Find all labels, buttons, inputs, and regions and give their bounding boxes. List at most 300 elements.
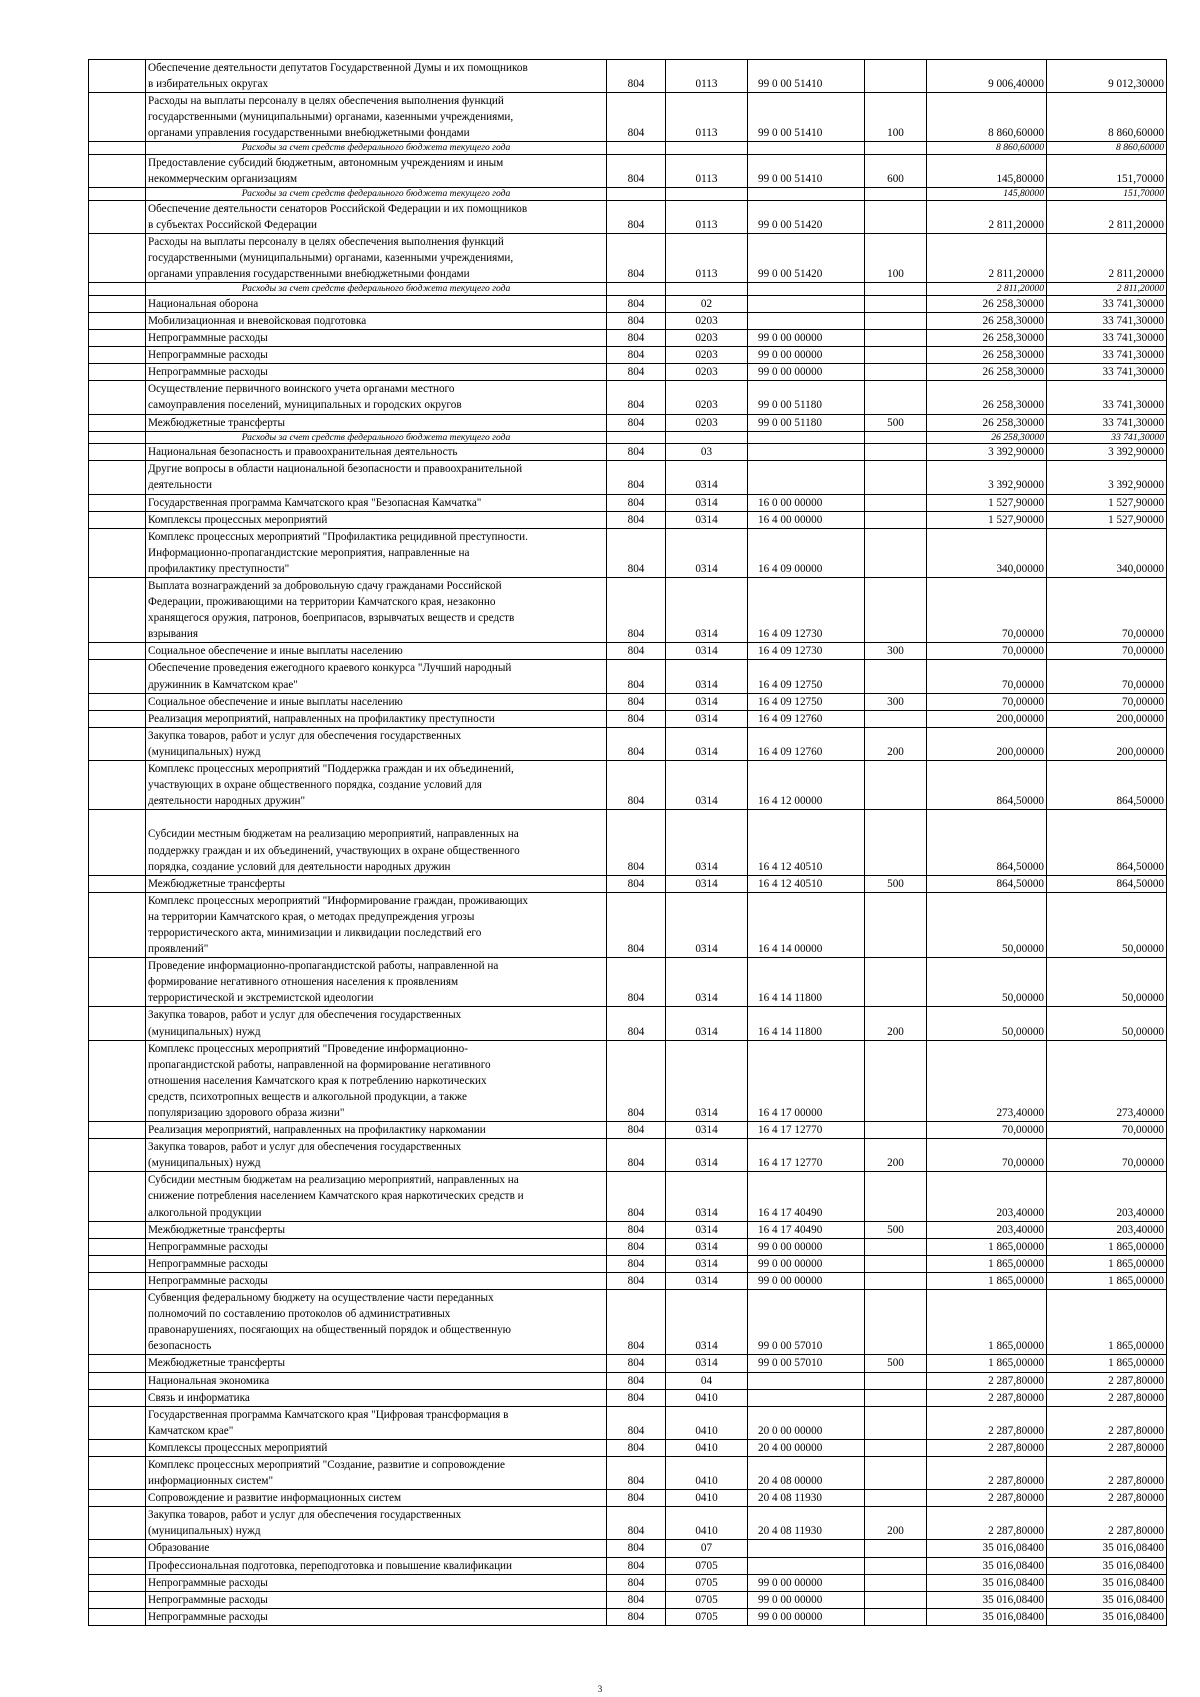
section-code-cell <box>666 142 748 155</box>
year1-amount-cell: 70,00000 <box>927 643 1047 660</box>
target-article-cell: 99 0 00 00000 <box>748 364 865 381</box>
expense-type-cell: 500 <box>865 414 927 431</box>
blank-cell <box>89 1406 146 1439</box>
year1-amount-cell: 2 287,80000 <box>927 1406 1047 1439</box>
expense-type-cell <box>865 578 927 643</box>
year2-amount-cell: 33 741,30000 <box>1047 414 1167 431</box>
year1-amount-cell: 3 392,90000 <box>927 461 1047 494</box>
table-row <box>89 414 1167 431</box>
year2-amount-cell: 33 741,30000 <box>1047 313 1167 330</box>
department-code-cell: 804 <box>607 1272 666 1289</box>
year2-amount-cell: 70,00000 <box>1047 643 1167 660</box>
blank-cell <box>89 1557 146 1574</box>
table-row <box>89 1490 1167 1507</box>
year2-amount-cell: 70,00000 <box>1047 660 1167 693</box>
row-name-cell: Закупка товаров, работ и услуг для обеспечения государственных (муниципальных) нужд <box>146 1507 607 1540</box>
year1-amount-cell: 26 258,30000 <box>927 381 1047 414</box>
department-code-cell: 804 <box>607 313 666 330</box>
blank-cell <box>89 1272 146 1289</box>
table-row <box>89 1238 1167 1255</box>
section-code-cell: 0314 <box>666 494 748 511</box>
expense-type-cell <box>865 1272 927 1289</box>
section-code-cell: 0314 <box>666 1122 748 1139</box>
expense-type-cell <box>865 1290 927 1355</box>
year1-amount-cell: 26 258,30000 <box>927 347 1047 364</box>
department-code-cell: 804 <box>607 810 666 875</box>
section-code-cell: 0113 <box>666 93 748 142</box>
expense-type-cell <box>865 461 927 494</box>
year1-amount-cell: 70,00000 <box>927 578 1047 643</box>
blank-cell <box>89 364 146 381</box>
blank-cell <box>89 1490 146 1507</box>
blank-cell <box>89 414 146 431</box>
section-code-cell: 0705 <box>666 1557 748 1574</box>
blank-cell <box>89 93 146 142</box>
year2-amount-cell: 2 287,80000 <box>1047 1389 1167 1406</box>
year1-amount-cell: 864,50000 <box>927 875 1047 892</box>
year1-amount-cell: 26 258,30000 <box>927 295 1047 312</box>
expense-type-cell: 100 <box>865 234 927 283</box>
section-code-cell: 0410 <box>666 1406 748 1439</box>
target-article-cell: 16 4 09 12730 <box>748 578 865 643</box>
section-code-cell: 0314 <box>666 710 748 727</box>
row-name-cell: Национальная экономика <box>146 1372 607 1389</box>
target-article-cell <box>748 1389 865 1406</box>
row-name-cell: Непрограммные расходы <box>146 1255 607 1272</box>
row-name-cell: Государственная программа Камчатского края "Цифровая трансформация в Камчатском крае" <box>146 1406 607 1439</box>
section-code-cell <box>666 431 748 444</box>
department-code-cell: 804 <box>607 295 666 312</box>
row-name-cell: Комплекс процессных мероприятий "Профилактика рецидивной преступности. Информационно-пропагандистские мероприятия, направленные на профилактику преступности" <box>146 528 607 577</box>
blank-cell <box>89 200 146 233</box>
section-code-cell: 0410 <box>666 1456 748 1489</box>
year1-amount-cell: 1 865,00000 <box>927 1272 1047 1289</box>
year2-amount-cell: 203,40000 <box>1047 1221 1167 1238</box>
section-code-cell: 0314 <box>666 660 748 693</box>
year1-amount-cell: 50,00000 <box>927 1007 1047 1040</box>
row-name-cell: Реализация мероприятий, направленных на профилактику преступности <box>146 710 607 727</box>
year1-amount-cell: 50,00000 <box>927 958 1047 1007</box>
section-code-cell: 0113 <box>666 234 748 283</box>
section-code-cell: 0314 <box>666 1139 748 1172</box>
target-article-cell: 99 0 00 51410 <box>748 60 865 93</box>
federal-budget-row <box>89 188 1167 201</box>
department-code-cell: 804 <box>607 1591 666 1608</box>
federal-budget-row <box>89 283 1167 296</box>
row-name-cell: Социальное обеспечение и иные выплаты населению <box>146 693 607 710</box>
table-row <box>89 875 1167 892</box>
target-article-cell: 20 0 00 00000 <box>748 1406 865 1439</box>
department-code-cell: 804 <box>607 381 666 414</box>
table-row <box>89 1355 1167 1372</box>
section-code-cell: 0314 <box>666 693 748 710</box>
expense-type-cell <box>865 1557 927 1574</box>
expense-type-cell: 500 <box>865 1355 927 1372</box>
expense-type-cell: 300 <box>865 643 927 660</box>
department-code-cell: 804 <box>607 1290 666 1355</box>
section-code-cell: 02 <box>666 295 748 312</box>
target-article-cell <box>748 1372 865 1389</box>
table-row <box>89 1439 1167 1456</box>
table-row <box>89 313 1167 330</box>
department-code-cell: 804 <box>607 1574 666 1591</box>
department-code-cell: 804 <box>607 1172 666 1221</box>
expense-type-cell <box>865 1040 927 1121</box>
target-article-cell: 99 0 00 00000 <box>748 347 865 364</box>
department-code-cell: 804 <box>607 93 666 142</box>
year2-amount-cell: 2 287,80000 <box>1047 1507 1167 1540</box>
department-code-cell: 804 <box>607 892 666 957</box>
section-code-cell: 0314 <box>666 958 748 1007</box>
target-article-cell: 16 4 09 12760 <box>748 727 865 760</box>
year2-amount-cell: 1 865,00000 <box>1047 1355 1167 1372</box>
target-article-cell: 99 0 00 00000 <box>748 1238 865 1255</box>
section-code-cell: 0410 <box>666 1490 748 1507</box>
department-code-cell <box>607 431 666 444</box>
section-code-cell: 0113 <box>666 200 748 233</box>
department-code-cell: 804 <box>607 761 666 810</box>
table-row <box>89 381 1167 414</box>
department-code-cell: 804 <box>607 1007 666 1040</box>
target-article-cell <box>748 295 865 312</box>
table-row <box>89 330 1167 347</box>
year1-amount-cell: 50,00000 <box>927 892 1047 957</box>
section-code-cell: 0203 <box>666 347 748 364</box>
section-code-cell: 0203 <box>666 313 748 330</box>
blank-cell <box>89 494 146 511</box>
year2-amount-cell: 864,50000 <box>1047 761 1167 810</box>
expense-type-cell <box>865 313 927 330</box>
expense-type-cell <box>865 431 927 444</box>
expense-type-cell <box>865 1574 927 1591</box>
target-article-cell: 16 4 17 12770 <box>748 1139 865 1172</box>
department-code-cell: 804 <box>607 1406 666 1439</box>
expense-type-cell <box>865 1406 927 1439</box>
section-code-cell: 0314 <box>666 727 748 760</box>
expense-type-cell <box>865 761 927 810</box>
section-code-cell: 0203 <box>666 364 748 381</box>
expense-type-cell <box>865 295 927 312</box>
row-name-cell: Предоставление субсидий бюджетным, автономным учреждениям и иным некоммерческим организациям <box>146 155 607 188</box>
target-article-cell: 99 0 00 51410 <box>748 155 865 188</box>
table-row <box>89 1608 1167 1625</box>
table-row <box>89 1172 1167 1221</box>
table-row <box>89 60 1167 93</box>
department-code-cell: 804 <box>607 1608 666 1625</box>
row-name-cell: Сопровождение и развитие информационных систем <box>146 1490 607 1507</box>
row-name-cell: Субвенция федеральному бюджету на осуществление части переданных полномочий по составлению протоколов об административных правонарушениях, посягающих на общественный порядок и общественную безопасность <box>146 1290 607 1355</box>
target-article-cell: 99 0 00 00000 <box>748 1574 865 1591</box>
target-article-cell: 99 0 00 51180 <box>748 381 865 414</box>
year1-amount-cell: 8 860,60000 <box>927 142 1047 155</box>
blank-cell <box>89 1507 146 1540</box>
department-code-cell: 804 <box>607 643 666 660</box>
year2-amount-cell: 1 527,90000 <box>1047 511 1167 528</box>
year2-amount-cell: 9 012,30000 <box>1047 60 1167 93</box>
expense-type-cell <box>865 1591 927 1608</box>
row-name-cell: Осуществление первичного воинского учета органами местного самоуправления поселений, муниципальных и городских округов <box>146 381 607 414</box>
department-code-cell: 804 <box>607 1238 666 1255</box>
year1-amount-cell: 35 016,08400 <box>927 1574 1047 1591</box>
year1-amount-cell: 35 016,08400 <box>927 1557 1047 1574</box>
table-row <box>89 660 1167 693</box>
section-code-cell <box>666 283 748 296</box>
year2-amount-cell: 151,70000 <box>1047 155 1167 188</box>
year2-amount-cell: 2 287,80000 <box>1047 1372 1167 1389</box>
expense-type-cell <box>865 810 927 875</box>
expense-type-cell <box>865 1372 927 1389</box>
table-row <box>89 1456 1167 1489</box>
section-code-cell: 0410 <box>666 1439 748 1456</box>
row-name-cell: Комплекс процессных мероприятий "Создание, развитие и сопровождение информационных систем" <box>146 1456 607 1489</box>
table-row <box>89 1574 1167 1591</box>
expense-type-cell <box>865 494 927 511</box>
year2-amount-cell: 70,00000 <box>1047 693 1167 710</box>
blank-cell <box>89 1608 146 1625</box>
row-name-cell: Образование <box>146 1540 607 1557</box>
table-row <box>89 1591 1167 1608</box>
department-code-cell: 804 <box>607 444 666 461</box>
year2-amount-cell: 70,00000 <box>1047 1139 1167 1172</box>
blank-cell <box>89 188 146 201</box>
year2-amount-cell: 273,40000 <box>1047 1040 1167 1121</box>
table-row <box>89 1540 1167 1557</box>
blank-cell <box>89 461 146 494</box>
blank-cell <box>89 528 146 577</box>
blank-cell <box>89 1172 146 1221</box>
target-article-cell: 99 0 00 57010 <box>748 1355 865 1372</box>
row-name-cell: Обеспечение проведения ежегодного краевого конкурса "Лучший народный дружинник в Камчатском крае" <box>146 660 607 693</box>
section-code-cell <box>666 188 748 201</box>
target-article-cell: 16 4 17 12770 <box>748 1122 865 1139</box>
row-name-cell: Комплекс процессных мероприятий "Проведение информационно- пропагандистской работы, направленной на формирование негативного отношения населения Камчатского края к потреблению наркотических средств, психотропных веществ и алкогольной продукции, а также популяризацию здорового образа жизни" <box>146 1040 607 1121</box>
year1-amount-cell: 1 527,90000 <box>927 494 1047 511</box>
year1-amount-cell: 26 258,30000 <box>927 431 1047 444</box>
year2-amount-cell: 864,50000 <box>1047 810 1167 875</box>
year2-amount-cell: 70,00000 <box>1047 1122 1167 1139</box>
section-code-cell: 0314 <box>666 1255 748 1272</box>
year2-amount-cell: 35 016,08400 <box>1047 1557 1167 1574</box>
row-name-cell: Непрограммные расходы <box>146 330 607 347</box>
row-name-cell: Национальная безопасность и правоохранительная деятельность <box>146 444 607 461</box>
year1-amount-cell: 2 287,80000 <box>927 1389 1047 1406</box>
row-name-cell: Расходы за счет средств федерального бюджета текущего года <box>146 431 607 444</box>
year2-amount-cell: 2 287,80000 <box>1047 1490 1167 1507</box>
expense-type-cell <box>865 381 927 414</box>
year2-amount-cell: 2 287,80000 <box>1047 1439 1167 1456</box>
blank-cell <box>89 1389 146 1406</box>
year2-amount-cell: 35 016,08400 <box>1047 1608 1167 1625</box>
table-row <box>89 511 1167 528</box>
department-code-cell: 804 <box>607 528 666 577</box>
year1-amount-cell: 1 865,00000 <box>927 1238 1047 1255</box>
row-name-cell: Непрограммные расходы <box>146 364 607 381</box>
blank-cell <box>89 155 146 188</box>
expense-type-cell <box>865 364 927 381</box>
blank-cell <box>89 1139 146 1172</box>
year2-amount-cell: 50,00000 <box>1047 892 1167 957</box>
year1-amount-cell: 3 392,90000 <box>927 444 1047 461</box>
target-article-cell: 16 0 00 00000 <box>748 494 865 511</box>
department-code-cell: 804 <box>607 1372 666 1389</box>
target-article-cell: 16 4 12 40510 <box>748 875 865 892</box>
year2-amount-cell: 864,50000 <box>1047 875 1167 892</box>
year1-amount-cell: 145,80000 <box>927 188 1047 201</box>
year1-amount-cell: 145,80000 <box>927 155 1047 188</box>
row-name-cell: Выплата вознаграждений за добровольную сдачу гражданами Российской Федерации, проживающими на территории Камчатского края, незаконно хранящегося оружия, патронов, боеприпасов, взрывчатых веществ и средств взрывания <box>146 578 607 643</box>
department-code-cell: 804 <box>607 60 666 93</box>
year1-amount-cell: 70,00000 <box>927 1139 1047 1172</box>
year1-amount-cell: 35 016,08400 <box>927 1608 1047 1625</box>
table-row <box>89 1007 1167 1040</box>
blank-cell <box>89 1007 146 1040</box>
table-row <box>89 200 1167 233</box>
department-code-cell: 804 <box>607 693 666 710</box>
year2-amount-cell: 33 741,30000 <box>1047 295 1167 312</box>
section-code-cell: 0314 <box>666 643 748 660</box>
page-number: 3 <box>597 1684 603 1694</box>
department-code-cell: 804 <box>607 364 666 381</box>
table-row <box>89 1290 1167 1355</box>
section-code-cell: 0314 <box>666 810 748 875</box>
table-row <box>89 1372 1167 1389</box>
blank-cell <box>89 578 146 643</box>
table-row <box>89 295 1167 312</box>
target-article-cell <box>748 1557 865 1574</box>
expense-type-cell <box>865 1540 927 1557</box>
blank-cell <box>89 313 146 330</box>
row-name-cell: Проведение информационно-пропагандистской работы, направленной на формирование негативного отношения населения к проявлениям террористической и экстремистской идеологии <box>146 958 607 1007</box>
blank-cell <box>89 511 146 528</box>
year2-amount-cell: 33 741,30000 <box>1047 364 1167 381</box>
year2-amount-cell: 50,00000 <box>1047 1007 1167 1040</box>
expense-type-cell <box>865 1389 927 1406</box>
target-article-cell: 20 4 00 00000 <box>748 1439 865 1456</box>
blank-cell <box>89 810 146 875</box>
year2-amount-cell: 2 287,80000 <box>1047 1456 1167 1489</box>
target-article-cell: 16 4 12 00000 <box>748 761 865 810</box>
expense-type-cell <box>865 1172 927 1221</box>
table-row <box>89 1221 1167 1238</box>
blank-cell <box>89 693 146 710</box>
department-code-cell: 804 <box>607 1139 666 1172</box>
blank-cell <box>89 1540 146 1557</box>
expense-type-cell <box>865 142 927 155</box>
row-name-cell: Закупка товаров, работ и услуг для обеспечения государственных (муниципальных) нужд <box>146 727 607 760</box>
year1-amount-cell: 864,50000 <box>927 761 1047 810</box>
expense-type-cell <box>865 528 927 577</box>
row-name-cell: Расходы за счет средств федерального бюджета текущего года <box>146 283 607 296</box>
target-article-cell <box>748 188 865 201</box>
year2-amount-cell: 2 811,20000 <box>1047 283 1167 296</box>
expense-type-cell <box>865 1490 927 1507</box>
target-article-cell <box>748 313 865 330</box>
table-row <box>89 1557 1167 1574</box>
table-row <box>89 1272 1167 1289</box>
department-code-cell: 804 <box>607 1255 666 1272</box>
year1-amount-cell: 203,40000 <box>927 1172 1047 1221</box>
table-row <box>89 1139 1167 1172</box>
year2-amount-cell: 1 865,00000 <box>1047 1272 1167 1289</box>
target-article-cell: 99 0 00 51410 <box>748 93 865 142</box>
department-code-cell: 804 <box>607 330 666 347</box>
row-name-cell: Межбюджетные трансферты <box>146 414 607 431</box>
row-name-cell: Связь и информатика <box>146 1389 607 1406</box>
year2-amount-cell: 3 392,90000 <box>1047 444 1167 461</box>
budget-table <box>88 59 1167 1626</box>
blank-cell <box>89 761 146 810</box>
target-article-cell <box>748 461 865 494</box>
expense-type-cell: 600 <box>865 155 927 188</box>
department-code-cell: 804 <box>607 200 666 233</box>
expense-type-cell <box>865 347 927 364</box>
row-name-cell: Государственная программа Камчатского края "Безопасная Камчатка" <box>146 494 607 511</box>
row-name-cell: Профессиональная подготовка, переподготовка и повышение квалификации <box>146 1557 607 1574</box>
year1-amount-cell: 2 811,20000 <box>927 283 1047 296</box>
row-name-cell: Закупка товаров, работ и услуг для обеспечения государственных (муниципальных) нужд <box>146 1139 607 1172</box>
expense-type-cell: 200 <box>865 1507 927 1540</box>
table-row <box>89 528 1167 577</box>
section-code-cell: 0410 <box>666 1389 748 1406</box>
section-code-cell: 0314 <box>666 761 748 810</box>
row-name-cell: Межбюджетные трансферты <box>146 1355 607 1372</box>
blank-cell <box>89 1456 146 1489</box>
department-code-cell: 804 <box>607 1490 666 1507</box>
year2-amount-cell: 203,40000 <box>1047 1172 1167 1221</box>
department-code-cell: 804 <box>607 660 666 693</box>
blank-cell <box>89 1122 146 1139</box>
department-code-cell: 804 <box>607 1557 666 1574</box>
year2-amount-cell: 50,00000 <box>1047 958 1167 1007</box>
section-code-cell: 0113 <box>666 155 748 188</box>
year1-amount-cell: 1 865,00000 <box>927 1355 1047 1372</box>
row-name-cell: Социальное обеспечение и иные выплаты населению <box>146 643 607 660</box>
expense-type-cell: 200 <box>865 727 927 760</box>
blank-cell <box>89 381 146 414</box>
expense-type-cell <box>865 892 927 957</box>
target-article-cell: 99 0 00 51420 <box>748 234 865 283</box>
row-name-cell: Непрограммные расходы <box>146 1574 607 1591</box>
year1-amount-cell: 2 287,80000 <box>927 1439 1047 1456</box>
year1-amount-cell: 2 287,80000 <box>927 1507 1047 1540</box>
expense-type-cell <box>865 330 927 347</box>
blank-cell <box>89 727 146 760</box>
expense-type-cell <box>865 710 927 727</box>
table-row <box>89 1389 1167 1406</box>
year1-amount-cell: 1 527,90000 <box>927 511 1047 528</box>
row-name-cell: Комплекс процессных мероприятий "Поддержка граждан и их объединений, участвующих в охране общественного порядка, создание условий для деятельности народных дружин" <box>146 761 607 810</box>
department-code-cell: 804 <box>607 1456 666 1489</box>
section-code-cell: 0314 <box>666 1040 748 1121</box>
budget-table-body <box>89 60 1167 1626</box>
year1-amount-cell: 70,00000 <box>927 1122 1047 1139</box>
table-row <box>89 710 1167 727</box>
year1-amount-cell: 200,00000 <box>927 710 1047 727</box>
blank-cell <box>89 1574 146 1591</box>
section-code-cell: 0203 <box>666 381 748 414</box>
row-name-cell: Мобилизационная и вневойсковая подготовка <box>146 313 607 330</box>
year1-amount-cell: 864,50000 <box>927 810 1047 875</box>
section-code-cell: 0314 <box>666 1238 748 1255</box>
year2-amount-cell: 1 865,00000 <box>1047 1238 1167 1255</box>
target-article-cell: 16 4 14 11800 <box>748 958 865 1007</box>
row-name-cell: Комплексы процессных мероприятий <box>146 1439 607 1456</box>
row-name-cell: Обеспечение деятельности сенаторов Российской Федерации и их помощников в субъектах Российской Федерации <box>146 200 607 233</box>
department-code-cell <box>607 283 666 296</box>
expense-type-cell <box>865 1456 927 1489</box>
target-article-cell <box>748 283 865 296</box>
year1-amount-cell: 2 287,80000 <box>927 1490 1047 1507</box>
